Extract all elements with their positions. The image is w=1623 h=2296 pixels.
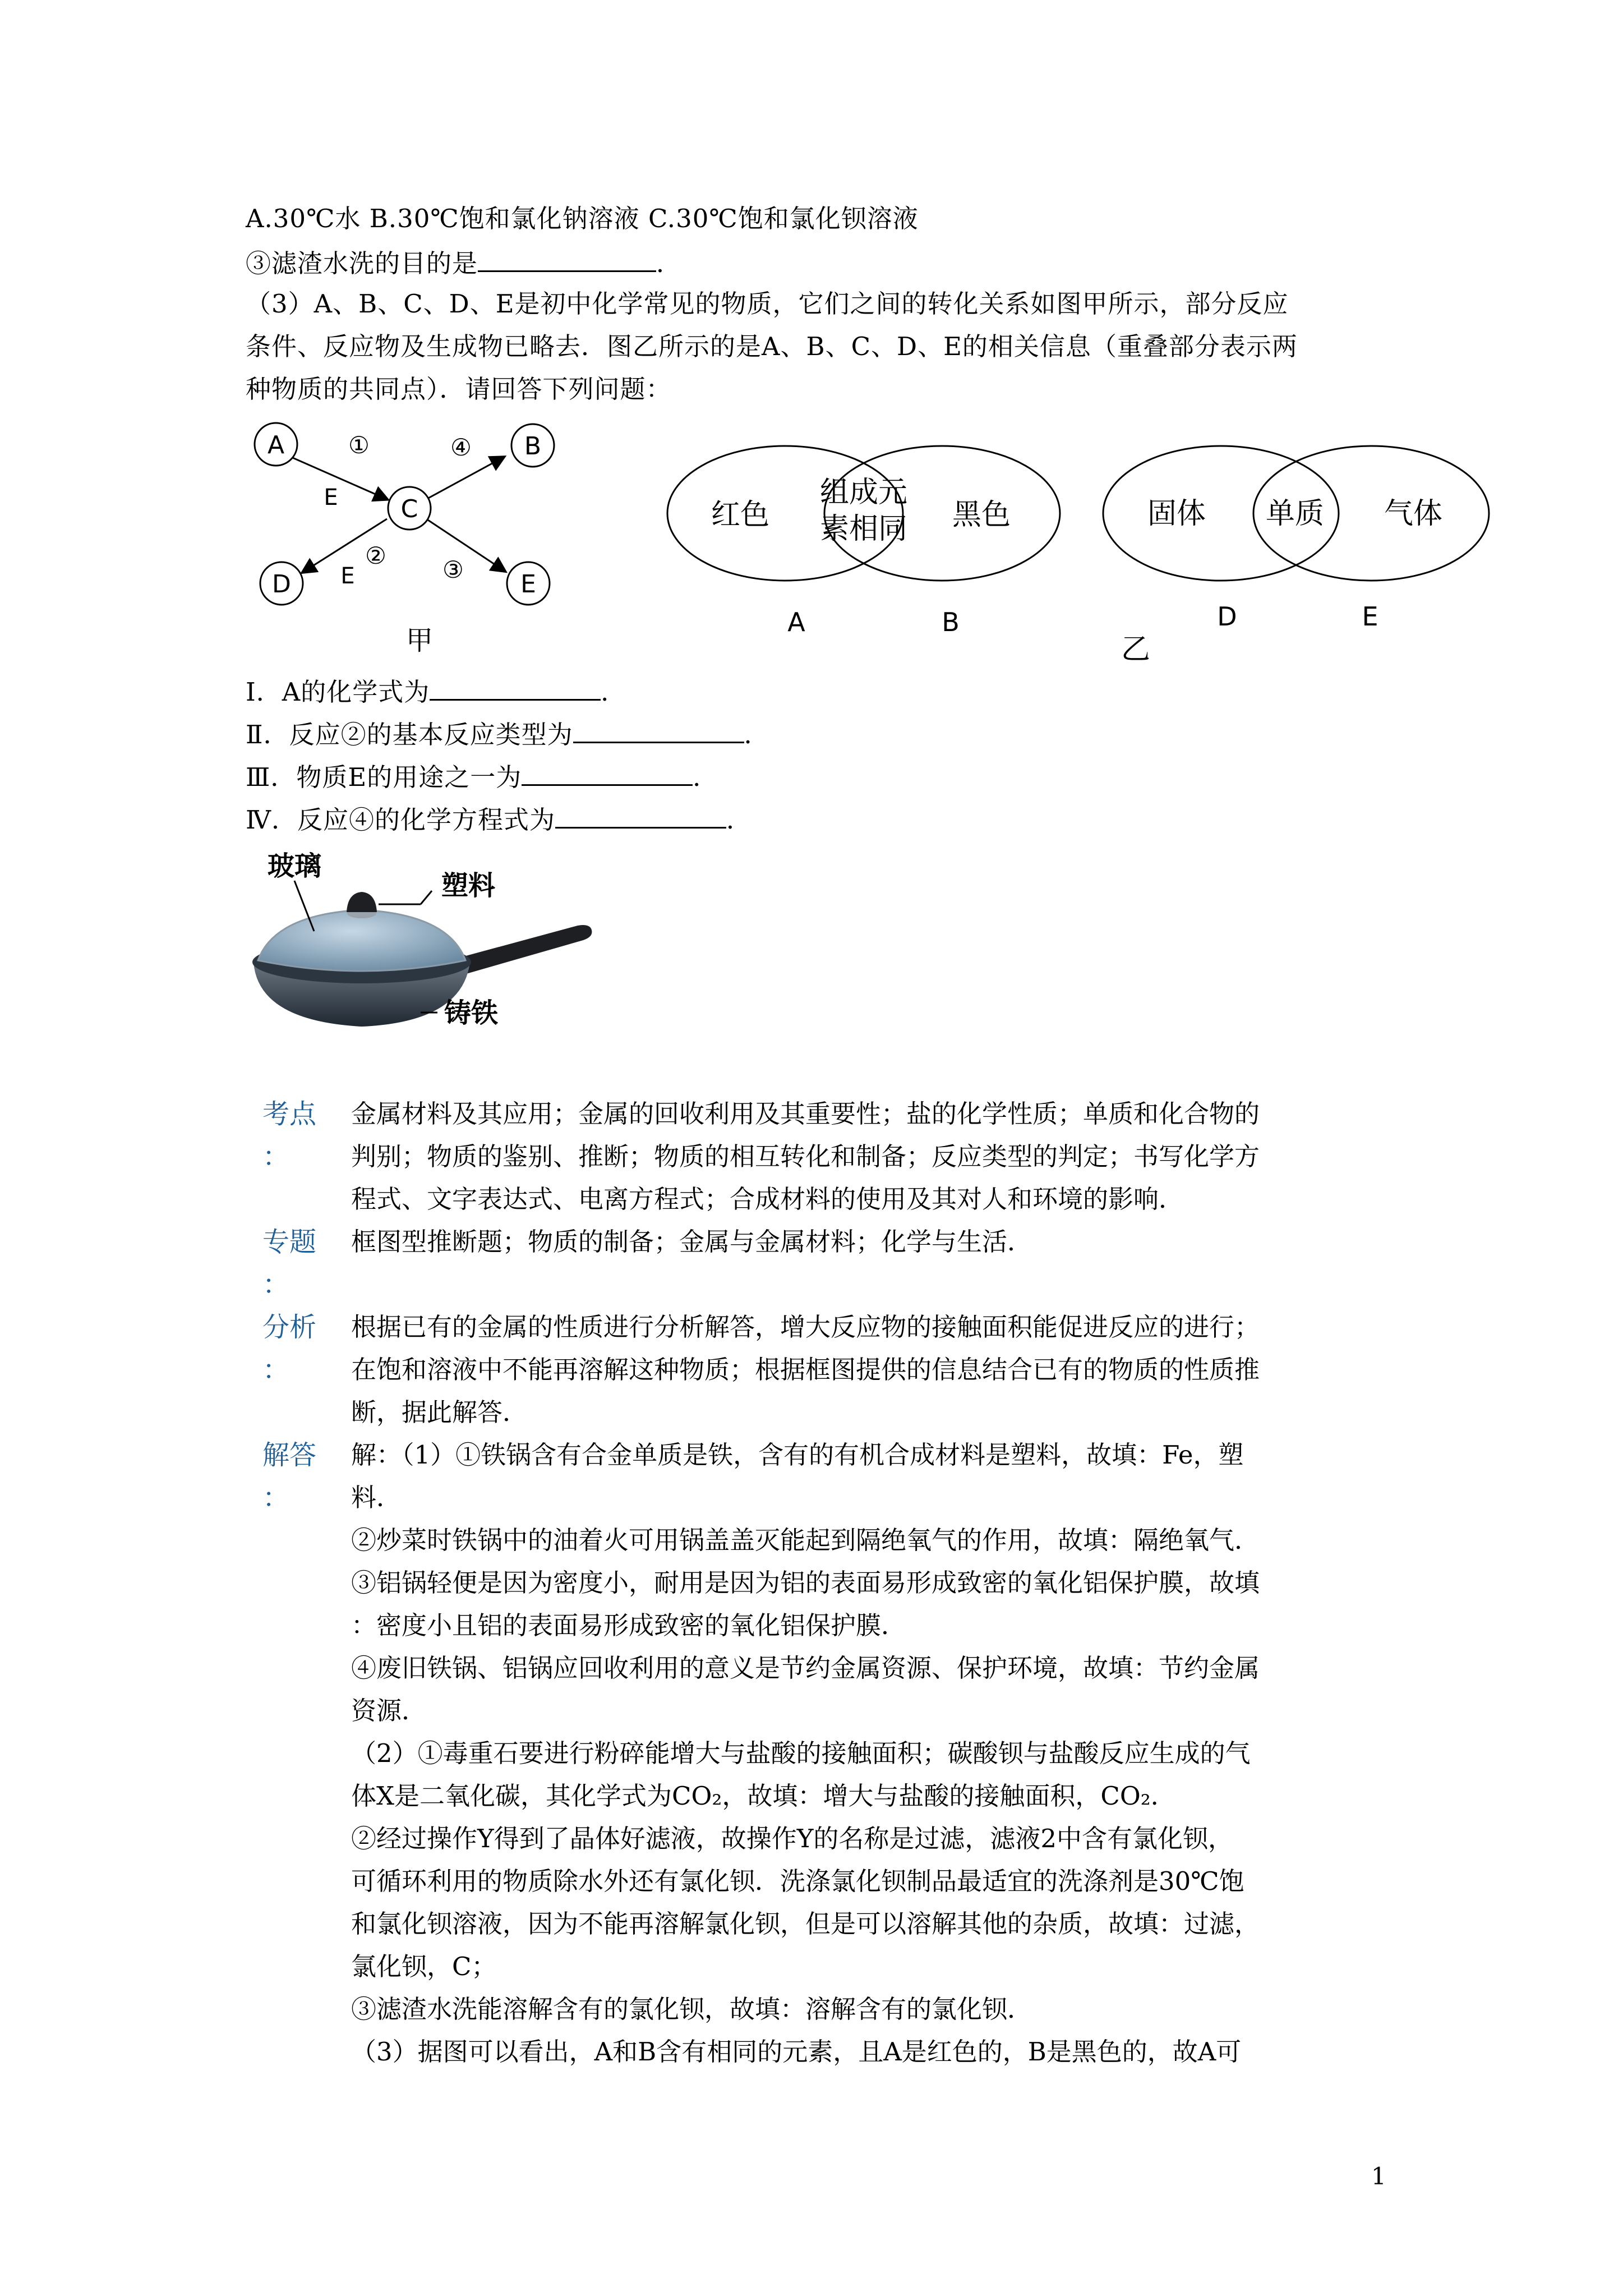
node-a-label: A bbox=[267, 431, 285, 459]
node-d-label: D bbox=[272, 570, 291, 599]
fenxi-content bbox=[351, 1306, 1260, 1434]
answer-blank bbox=[555, 801, 726, 829]
diagram-yi-caption: 乙 bbox=[1121, 633, 1151, 666]
arrow-c-to-e bbox=[426, 519, 505, 571]
jieda-label bbox=[262, 1434, 317, 1519]
reaction-2-label: ② bbox=[365, 542, 386, 569]
frying-pan-figure bbox=[241, 841, 600, 1055]
fenxi-label-colon: ： bbox=[262, 1354, 290, 1386]
fenxi-line-3: 断，据此解答． bbox=[351, 1397, 528, 1427]
label-plastic: 塑料 bbox=[441, 870, 496, 901]
zhuanti-line-1: 框图型推断题；物质的制备；金属与金属材料；化学与生活． bbox=[351, 1227, 1033, 1257]
kaodian-label-colon: ： bbox=[262, 1141, 290, 1172]
node-b-label: B bbox=[524, 432, 542, 461]
item-2-text: Ⅱ．反应②的基本反应类型为 bbox=[246, 720, 573, 749]
period: ． bbox=[726, 805, 752, 835]
reaction-4-label: ④ bbox=[450, 434, 472, 461]
item-3 bbox=[246, 758, 718, 794]
jieda-line-5: ：密度小且铝的表面易形成致密的氧化铝保护膜． bbox=[351, 1611, 907, 1640]
period: ． bbox=[601, 677, 627, 707]
fenxi-label bbox=[262, 1306, 317, 1391]
jieda-content bbox=[351, 1434, 1260, 2073]
reaction-3-label: ③ bbox=[442, 556, 464, 583]
venn-b-label: B bbox=[942, 607, 960, 637]
venn-ab-overlap-line-1: 组成元 bbox=[819, 476, 908, 509]
intro-line-1: （3）A、B、C、D、E是初中化学常见的物质，它们之间的转化关系如图甲所示，部分反应 bbox=[246, 289, 1289, 319]
kaodian-label-text: 考点 bbox=[262, 1098, 317, 1130]
item-4-text: Ⅳ．反应④的化学方程式为 bbox=[246, 805, 555, 835]
kaodian-line-3: 程式、文字表达式、电离方程式；合成材料的使用及其对人和环境的影响． bbox=[351, 1184, 1184, 1214]
node-e-label: E bbox=[520, 570, 536, 599]
venn-a-b bbox=[662, 435, 1071, 648]
answer-blank bbox=[522, 758, 693, 786]
venn-a-text: 红色 bbox=[711, 498, 770, 532]
jieda-line-1: 解：（1）①铁锅含有合金单质是铁，含有的有机合成材料是塑料，故填：Fe，塑 bbox=[351, 1440, 1244, 1470]
zhuanti-label-colon: ： bbox=[262, 1269, 290, 1300]
venn-e-text: 气体 bbox=[1384, 497, 1443, 531]
answer-blank bbox=[573, 716, 744, 743]
jieda-line-8: （2）①毒重石要进行粉碎能增大与盐酸的接触面积；碳酸钡与盐酸反应生成的气 bbox=[351, 1738, 1251, 1768]
jieda-label-colon: ： bbox=[262, 1482, 290, 1513]
kaodian-line-2: 判别；物质的鉴别、推断；物质的相互转化和制备；反应类型的判定；书写化学方 bbox=[351, 1142, 1260, 1171]
node-c-label: C bbox=[400, 495, 418, 523]
reactant-e-label-2: E bbox=[340, 563, 355, 589]
period: ． bbox=[656, 249, 683, 278]
venn-de-overlap: 单质 bbox=[1265, 497, 1325, 531]
jieda-line-4: ③铝锅轻便是因为密度小，耐用是因为铝的表面易形成致密的氧化铝保护膜，故填 bbox=[351, 1568, 1260, 1598]
jieda-line-6: ④废旧铁锅、铝锅应回收利用的意义是节约金属资源、保护环境，故填：节约金属 bbox=[351, 1653, 1260, 1683]
item-3-text: Ⅲ．物质E的用途之一为 bbox=[246, 762, 522, 792]
jieda-line-9: 体X是二氧化碳，其化学式为CO₂，故填：增大与盐酸的接触面积，CO₂． bbox=[351, 1781, 1176, 1811]
zhuanti-content bbox=[351, 1221, 1032, 1263]
zhuanti-label bbox=[262, 1221, 317, 1306]
venn-d-e bbox=[1096, 435, 1500, 670]
venn-d-text: 固体 bbox=[1147, 497, 1206, 531]
jieda-line-2: 料． bbox=[351, 1483, 402, 1512]
jieda-line-10: ②经过操作Y得到了晶体好滤液，故操作Y的名称是过滤，滤液2中含有氯化钡， bbox=[351, 1824, 1234, 1853]
answer-blank bbox=[430, 673, 601, 701]
question-3-purpose-text: ③滤渣水洗的目的是 bbox=[246, 249, 478, 278]
glass-lid bbox=[258, 910, 465, 971]
options-line: A.30℃水 B.30℃饱和氯化钠溶液 C.30℃饱和氯化钡溶液 bbox=[246, 204, 919, 233]
zhuanti-label-text: 专题 bbox=[262, 1226, 317, 1258]
diagram-jia bbox=[241, 415, 634, 662]
page-number: 1 bbox=[1371, 2162, 1386, 2190]
jieda-line-15: （3）据图可以看出，A和B含有相同的元素，且A是红色的，B是黑色的，故A可 bbox=[351, 2037, 1242, 2067]
diagram-jia-caption: 甲 bbox=[405, 625, 434, 656]
period: ． bbox=[744, 720, 770, 749]
answer-blank bbox=[478, 245, 656, 272]
intro-line-2: 条件、反应物及生成物已略去．图乙所示的是A、B、C、D、E的相关信息（重叠部分表示两 bbox=[246, 332, 1298, 361]
item-1-text: Ⅰ．A的化学式为 bbox=[246, 677, 430, 707]
fenxi-line-1: 根据已有的金属的性质进行分析解答，增大反应物的接触面积能促进反应的进行； bbox=[351, 1312, 1260, 1342]
question-3-purpose bbox=[246, 245, 682, 280]
plastic-leader-line-2 bbox=[421, 891, 432, 904]
kaodian-line-1: 金属材料及其应用；金属的回收利用及其重要性；盐的化学性质；单质和化合物的 bbox=[351, 1099, 1260, 1129]
period: ． bbox=[693, 762, 719, 792]
venn-b-text: 黑色 bbox=[952, 498, 1011, 532]
label-glass: 玻璃 bbox=[267, 850, 322, 882]
jieda-line-3: ②炒菜时铁锅中的油着火可用锅盖盖灭能起到隔绝氧气的作用，故填：隔绝氧气． bbox=[351, 1525, 1260, 1555]
venn-a-label: A bbox=[787, 607, 805, 637]
fenxi-label-text: 分析 bbox=[262, 1312, 317, 1343]
jieda-line-11: 可循环利用的物质除水外还有氯化钡．洗涤氯化钡制品最适宜的洗涤剂是30℃饱 bbox=[351, 1866, 1244, 1896]
venn-e-label: E bbox=[1362, 601, 1378, 632]
venn-ab-overlap-line-2: 素相同 bbox=[819, 512, 908, 546]
item-2 bbox=[246, 716, 770, 752]
jieda-label-text: 解答 bbox=[262, 1439, 317, 1471]
jieda-line-12: 和氯化钡溶液，因为不能再溶解氯化钡，但是可以溶解其他的杂质，故填：过滤， bbox=[351, 1909, 1260, 1939]
jieda-line-13: 氯化钡，C； bbox=[351, 1952, 497, 1981]
venn-d-label: D bbox=[1217, 601, 1237, 632]
reactant-e-label-1: E bbox=[324, 485, 338, 510]
intro-line-3: 种物质的共同点）．请回答下列问题： bbox=[246, 374, 672, 404]
kaodian-content bbox=[351, 1093, 1260, 1221]
item-4 bbox=[246, 801, 752, 837]
label-cast-iron: 铸铁 bbox=[444, 997, 499, 1029]
fenxi-line-2: 在饱和溶液中不能再溶解这种物质；根据框图提供的信息结合已有的物质的性质推 bbox=[351, 1355, 1260, 1384]
jieda-line-7: 资源． bbox=[351, 1696, 427, 1726]
reaction-1-label: ① bbox=[348, 431, 370, 459]
lid-knob bbox=[347, 892, 377, 912]
arrow-c-to-b bbox=[426, 457, 504, 499]
kaodian-label bbox=[262, 1093, 317, 1178]
item-1 bbox=[246, 673, 626, 709]
jieda-line-14: ③滤渣水洗能溶解含有的氯化钡，故填：溶解含有的氯化钡． bbox=[351, 1994, 1033, 2024]
